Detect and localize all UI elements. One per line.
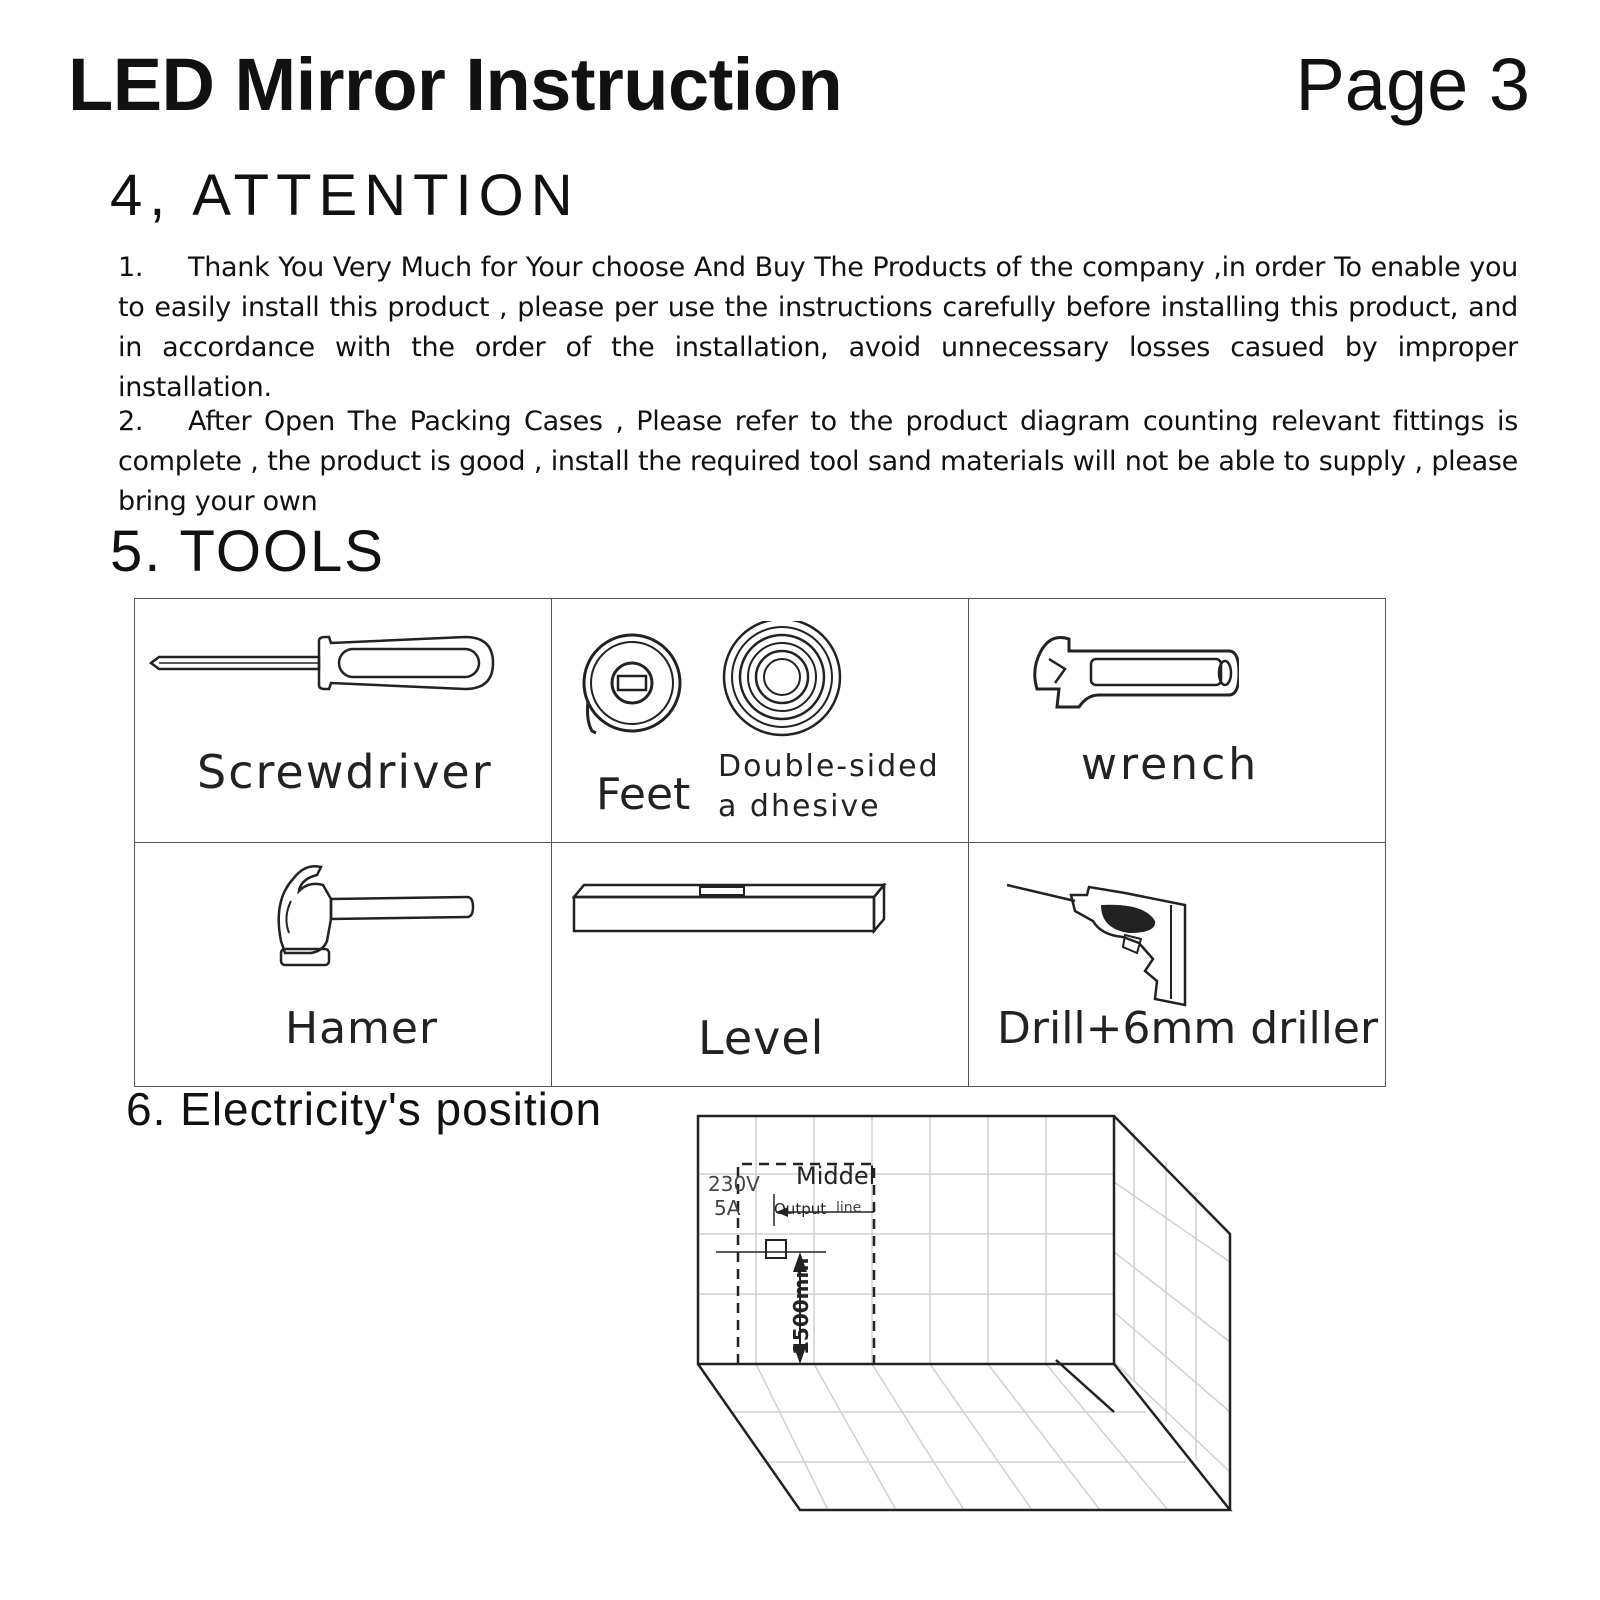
tape-measure-icon <box>582 621 862 751</box>
hammer-icon <box>271 861 481 971</box>
tool-cell-level <box>552 843 969 1087</box>
tool-label: Hamer <box>285 1003 439 1054</box>
level-icon <box>572 883 892 935</box>
tool-label-secondary: a dhesive <box>718 789 881 824</box>
tools-heading: 5. TOOLS <box>110 519 385 584</box>
attention-heading: 4, ATTENTION <box>110 163 580 228</box>
tool-cell-drill <box>969 843 1386 1087</box>
item-number: 1. <box>118 252 144 283</box>
tool-cell-wrench <box>969 599 1386 843</box>
document-title: LED Mirror Instruction <box>68 43 843 126</box>
height-label: 1500mm <box>789 1257 813 1355</box>
tools-table <box>134 598 1386 1087</box>
screwdriver-icon <box>149 633 499 695</box>
tool-label-secondary: Double-sided <box>718 749 940 784</box>
page-number: Page 3 <box>1295 43 1530 126</box>
output-label: Output <box>774 1200 827 1218</box>
wall-diagram <box>696 1112 1256 1552</box>
tool-cell-screwdriver <box>135 599 552 843</box>
tool-cell-hammer <box>135 843 552 1087</box>
tool-label: wrench <box>1081 739 1260 790</box>
tool-label: Screwdriver <box>197 745 493 799</box>
drill-icon <box>1005 881 1195 1011</box>
voltage-label: 230V <box>708 1172 760 1196</box>
item-number: 2. <box>118 406 144 437</box>
item-text: Thank You Very Much for Your choose And Buy The Products of the company ,in order To enable you to easily install this product , please per use the instructions carefully before installing this product, and in accordance with the order of the installation, avoid unnecessary losses casued by improper installation. <box>118 252 1518 403</box>
tool-label: Drill+6mm driller <box>997 1003 1379 1054</box>
attention-item-2 <box>118 402 1518 522</box>
wall-diagram-drawing <box>696 1112 1256 1552</box>
tool-label: Feet <box>596 769 691 820</box>
tool-cell-measure <box>552 599 969 843</box>
wrench-icon <box>1029 629 1239 709</box>
electricity-heading: 6. Electricity's position <box>126 1083 603 1135</box>
attention-item-1 <box>118 248 1518 408</box>
tool-label: Level <box>698 1011 825 1065</box>
amp-label: 5A <box>714 1196 741 1220</box>
middle-label: Middel <box>796 1162 876 1190</box>
item-text: After Open The Packing Cases , Please refer to the product diagram counting relevant fittings is complete , the product is good , install the required tool sand materials will not be able to supply , please bring your own <box>118 406 1518 517</box>
line-label: line <box>836 1200 862 1216</box>
